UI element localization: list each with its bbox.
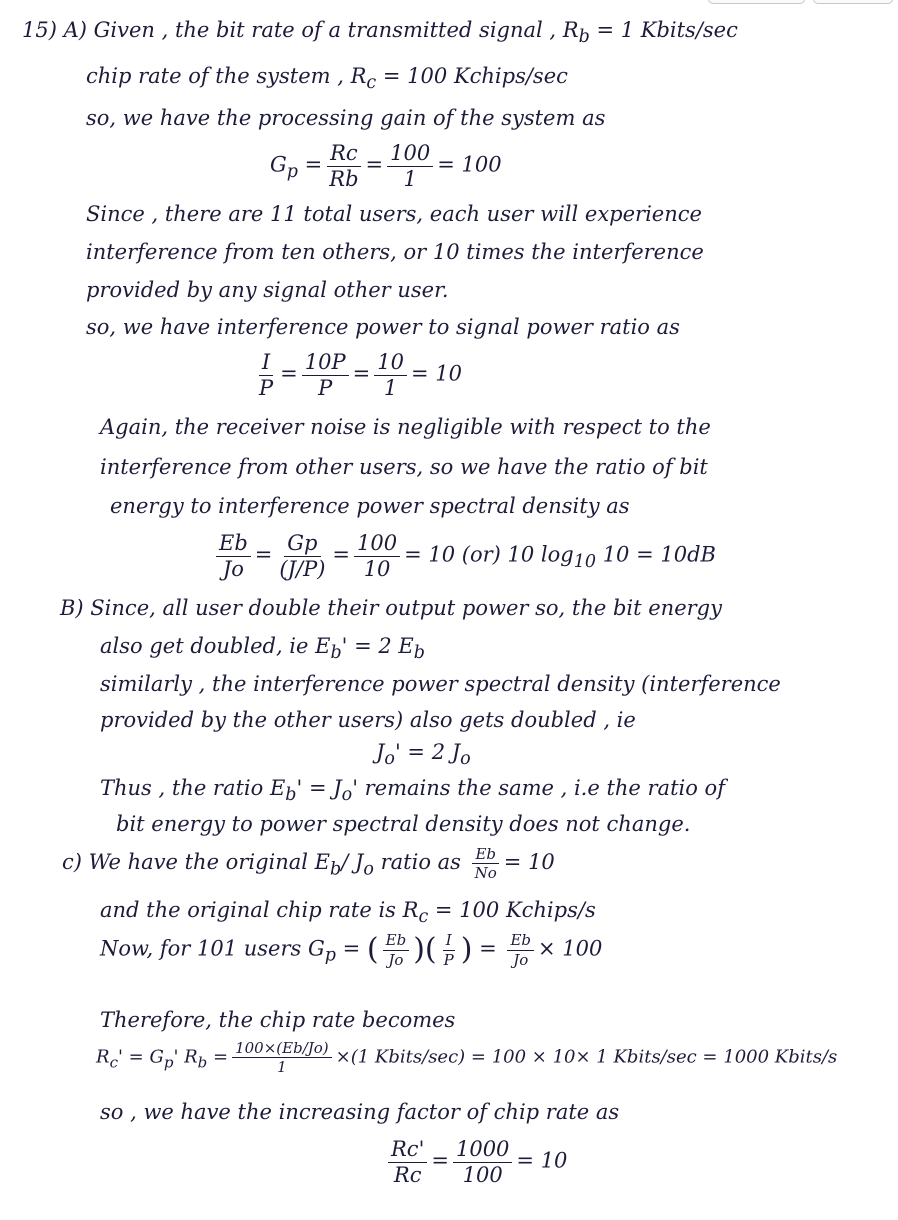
gp-frac: $\frac{Gp}{(J/P)}$	[279, 531, 326, 581]
partA-gain-equation	[270, 142, 502, 190]
gain-frac-2: $\frac{100}{1}$	[387, 142, 433, 190]
top-tab-left	[708, 0, 805, 4]
partA-noise-line-3: energy to interference power spectral density as	[110, 494, 630, 518]
ebjo-frac: $\frac{Eb}{Jo}$	[383, 932, 410, 967]
inc-frac-2: $\frac{1000}{100}$	[453, 1138, 512, 1186]
partB-line-7: bit energy to power spectral density does not change.	[116, 812, 691, 836]
partB-line-3: similarly , the interference power spectral density (interference	[100, 672, 781, 696]
partA-given-line-2	[86, 64, 568, 94]
gain-lhs: G	[270, 152, 287, 177]
ip-frac-3: $\frac{10}{1}$	[374, 351, 407, 399]
inc-frac-1: $\frac{Rc'}{Rc}$	[388, 1138, 427, 1186]
partA-given-1-tail: = 1 Kbits/sec	[589, 18, 738, 42]
gain-eq: =	[304, 152, 323, 177]
partC-line-5: $R_c' = G_p'$ $R_b$ = $\frac{100\times(Eb/Jo)}{1}$ ×(1 Kbits/sec) = 100 × 10× 1 Kbits/sec = 1000 Kbits/s	[96, 1039, 838, 1077]
ip-frac-c: $\frac{I}{P}$	[443, 931, 454, 969]
partC-line-1-frac: $\frac{Eb}{No}$	[472, 846, 500, 881]
partA-given-2-text: chip rate of the system , R	[86, 64, 367, 88]
partA-interf-line-4: so, we have interference power to signal power ratio as	[86, 315, 680, 339]
partB-line-1: B) Since, all user double their output power so, the bit energy	[60, 596, 722, 620]
partC-line-5-frac: $\frac{100\times(Eb/Jo)}{1}$	[232, 1040, 332, 1075]
partB-line-6: Thus , the ratio $E_b' = J_o'$ remains the same , i.e the ratio of	[100, 776, 725, 806]
partA-eb-equation	[212, 532, 716, 580]
partB-line-5: $J_o' = 2$ $J_o$	[376, 740, 471, 770]
ip-frac-1: $\frac{I}{P}$	[259, 350, 274, 400]
eb-eq-2: =	[332, 542, 351, 567]
partC-line-6: so , we have the increasing factor of chip rate as	[100, 1100, 620, 1124]
eb-eq-1: =	[254, 542, 273, 567]
partA-noise-line-1: Again, the receiver noise is negligible with respect to the	[100, 415, 711, 439]
partA-given-1-text: 15) A) Given , the bit rate of a transmitted signal , R	[22, 18, 579, 42]
ip-frac-2: $\frac{10P}{P}$	[302, 351, 349, 399]
top-tab-right	[813, 0, 893, 4]
partA-noise-line-2: interference from other users, so we have the ratio of bit	[100, 455, 708, 479]
partC-line-3-frac: $\frac{Eb}{Jo}$	[507, 932, 534, 967]
partC-line-1: c) We have the original $E_b/$ $J_o$ ratio as $\frac{Eb}{No}$ = 10	[62, 845, 555, 883]
partA-given-2-tail: = 100 Kchips/sec	[376, 64, 568, 88]
partA-interf-line-3: provided by any signal other user.	[86, 278, 449, 302]
partA-ip-equation	[252, 351, 462, 399]
eb-result-2: 10 = 10dB	[596, 542, 716, 567]
eb-frac: $\frac{Eb}{Jo}$	[216, 532, 251, 580]
eb-result-sub: 10	[573, 551, 597, 572]
ip-eq-1: =	[280, 361, 298, 386]
partC-line-4: Therefore, the chip rate becomes	[100, 1008, 456, 1032]
partC-line-2: and the original chip rate is $R_c = 100$ Kchips/s	[100, 898, 596, 928]
partA-interf-line-2: interference from ten others, or 10 times the interference	[86, 240, 704, 264]
partC-line-3: Now, for 101 users $G_p$ = ( $\frac{Eb}{Jo}$ )( $\frac{I}{P}$ ) = $\frac{Eb}{Jo}$ × 100	[100, 931, 603, 969]
partB-line-4: provided by the other users) also gets doubled , ie	[100, 708, 636, 732]
gain-eq-2: =	[365, 152, 384, 177]
partB-line-2: also get doubled, ie $E_b' = 2$ $E_b$	[100, 634, 425, 664]
partA-given-1-sub: b	[578, 27, 590, 48]
ip-result: = 10	[410, 361, 462, 386]
hund-frac: $\frac{100}{10}$	[354, 532, 400, 580]
partA-given-2-sub: c	[366, 73, 377, 94]
partA-given-line-1	[22, 18, 738, 48]
ip-eq-2: =	[352, 361, 371, 386]
gain-lhs-sub: p	[286, 161, 298, 182]
gain-frac-1: $\frac{Rc}{Rb}$	[326, 142, 361, 190]
partA-interf-line-1: Since , there are 11 total users, each user will experience	[86, 202, 702, 226]
eb-result-1: = 10 (or) 10 log	[404, 542, 574, 567]
partA-gain-intro: so, we have the processing gain of the system as	[86, 106, 606, 130]
partC-inc-equation: $\frac{Rc'}{Rc}$ = $\frac{1000}{100}$ = 10	[384, 1138, 567, 1186]
gain-result: = 100	[437, 152, 502, 177]
